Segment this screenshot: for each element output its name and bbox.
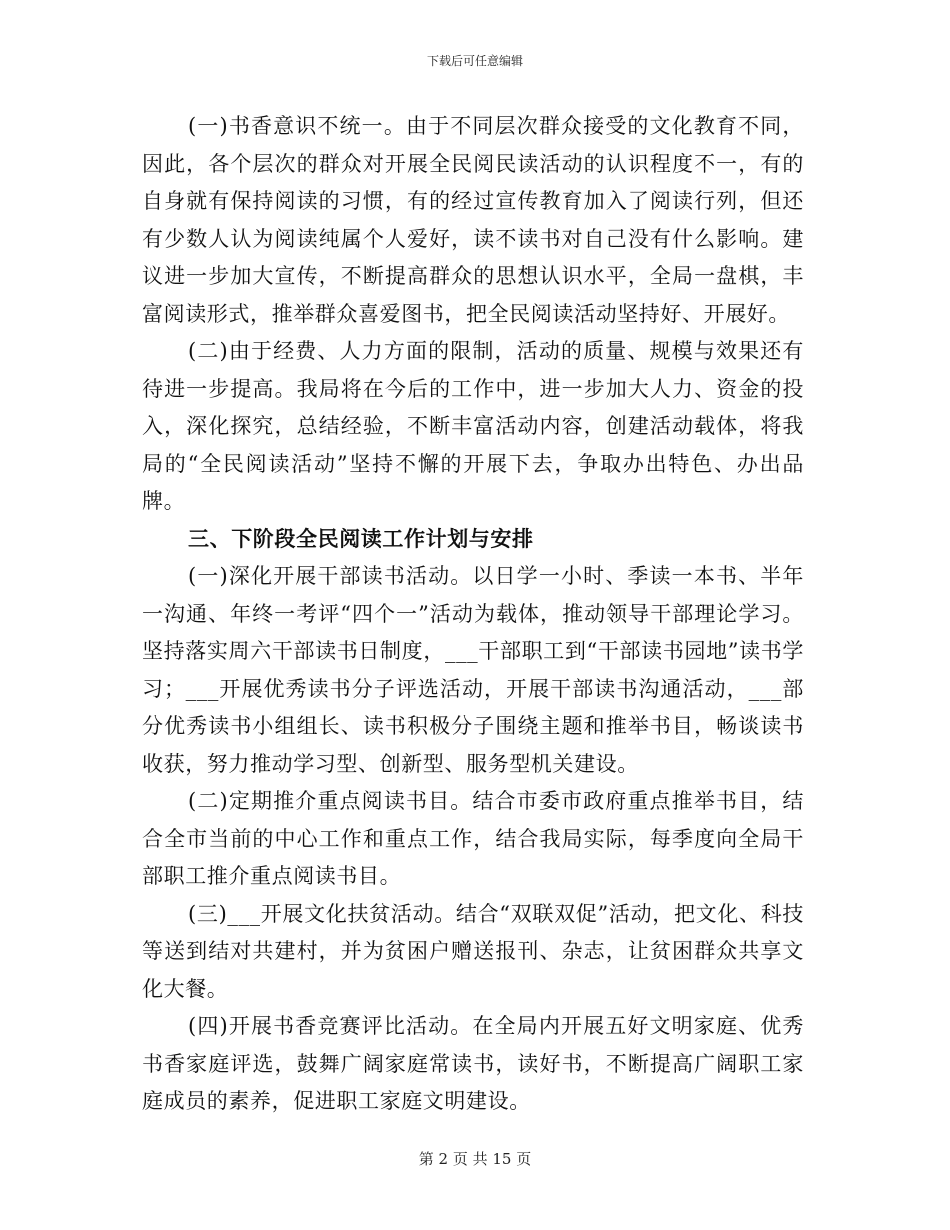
paragraph-funding-limits: (二)由于经费、人力方面的限制，活动的质量、规模与效果还有待进一步提高。我局将在今后的工作中，进一步加大人力、资金的投入，深化探究，总结经验，不断丰富活动内容，创建活动载体，将我局的“全民阅读活动”坚持不懈的开展下去，争取办出特色、办出品牌。: [142, 339, 804, 513]
paragraph-cultural-poverty-relief: (三)___开展文化扶贫活动。结合“双联双促”活动，把文化、科技等送到结对共建村，并为贫困户赠送报刊、杂志，让贫困群众共享文化大餐。: [142, 901, 804, 1001]
paragraph-recommended-books: (二)定期推介重点阅读书目。结合市委市政府重点推举书目，结合全市当前的中心工作和重点工作，结合我局实际，每季度向全局干部职工推介重点阅读书目。: [142, 789, 804, 888]
section-heading: 三、下阶段全民阅读工作计划与安排: [188, 526, 534, 551]
paragraph-cadre-reading: (一)深化开展干部读书活动。以日学一小时、季读一本书、半年一沟通、年终一考评“四个一”活动为载体，推动领导干部理论学习。坚持落实周六干部读书日制度，___干部职工到“干部读书园地”读书学习；___开展优秀读书分子评选活动，开展干部读书沟通活动，___部分优秀读书小组组长、读书积极分子围绕主题和推举书目，畅谈读书收获，努力推动学习型、创新型、服务型机关建设。: [142, 564, 804, 776]
page-number: 第 2 页 共 15 页: [418, 1150, 532, 1168]
paragraph-book-awareness: (一)书香意识不统一。由于不同层次群众接受的文化教育不同，因此，各个层次的群众对开展全民阅民读活动的认识程度不一，有的自身就有保持阅读的习惯，有的经过宣传教育加入了阅读行列，但还有少数人认为阅读纯属个人爱好，读不读书对自己没有什么影响。建议进一步加大宣传，不断提高群众的思想认识水平，全局一盘棋，丰富阅读形式，推举群众喜爱图书，把全民阅读活动坚持好、开展好。: [142, 114, 804, 326]
paragraph-family-competition: (四)开展书香竞赛评比活动。在全局内开展五好文明家庭、优秀书香家庭评选，鼓舞广阔家庭常读书，读好书，不断提高广阔职工家庭成员的素养，促进职工家庭文明建设。: [142, 1014, 804, 1113]
document-body: [142, 108, 804, 1121]
page-header: 下载后可任意编辑: [426, 54, 523, 68]
